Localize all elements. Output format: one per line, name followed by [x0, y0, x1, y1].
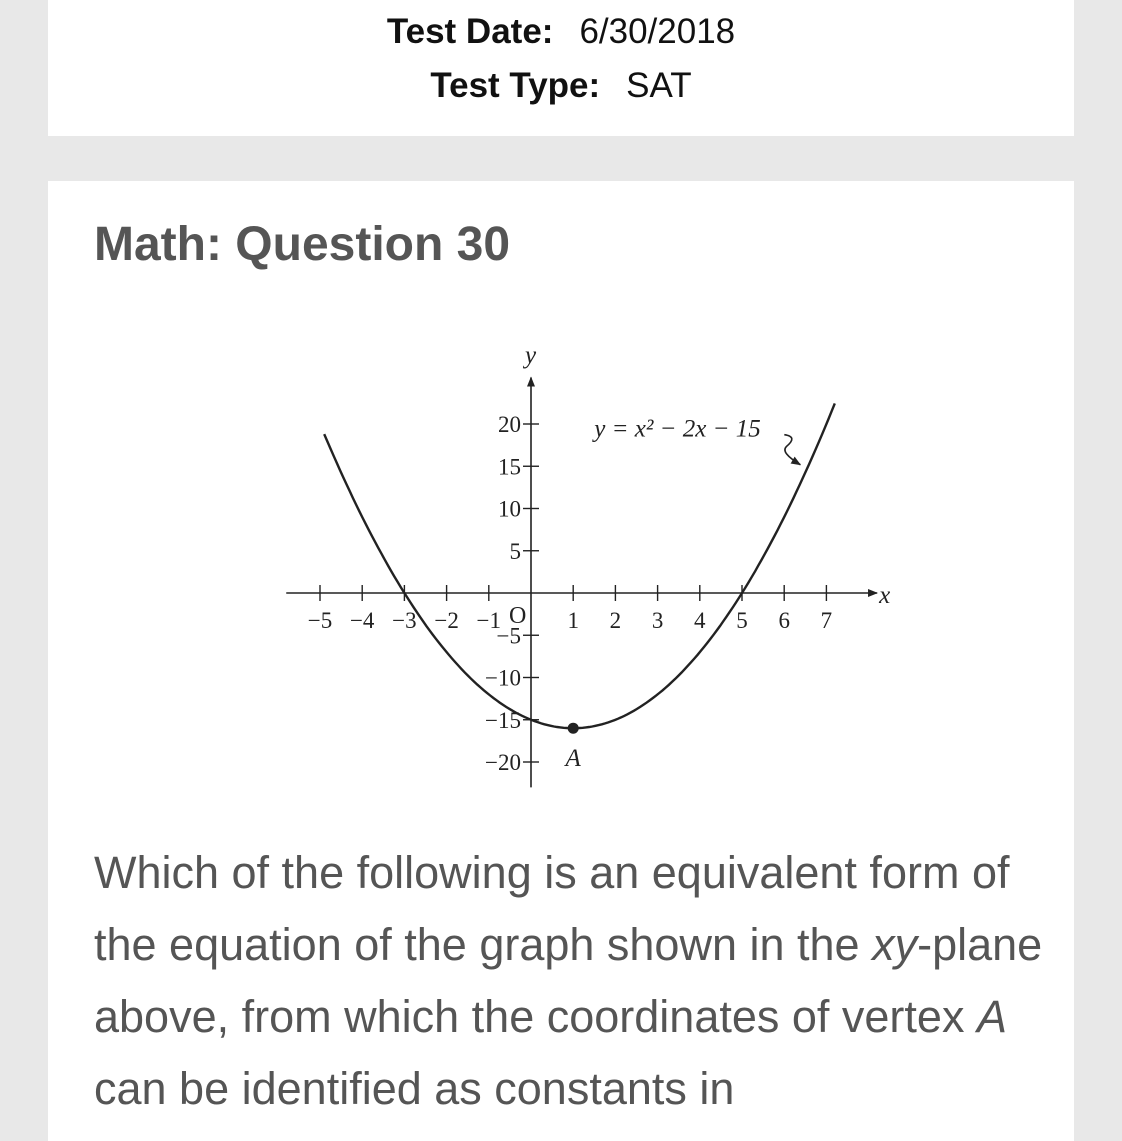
- y-tick-label: 5: [509, 538, 521, 564]
- origin-label: O: [509, 603, 527, 629]
- vertex-label: A: [565, 745, 581, 773]
- x-tick-label: 3: [651, 608, 664, 633]
- test-type-label: Test Type:: [430, 66, 601, 105]
- equation-label: y = x² − 2x − 15: [594, 415, 761, 443]
- parabola-graph: [48, 181, 1074, 821]
- equation-pointer-arrow: [784, 435, 800, 465]
- test-info-card: [48, 0, 1074, 136]
- question-text-part1: Which of the following is an equivalent form of the equation of the graph shown in the: [94, 847, 1010, 970]
- question-text-part2: -plane above, from which the coordinates of vertex: [94, 919, 1043, 1042]
- y-tick-label: −15: [485, 707, 521, 733]
- x-tick-label: −2: [434, 608, 459, 633]
- y-tick-label: 15: [498, 454, 521, 480]
- y-tick-label: −10: [485, 665, 521, 691]
- y-tick-label: −5: [496, 623, 521, 649]
- test-date-row: [48, 12, 1074, 52]
- x-tick-label: −4: [349, 608, 375, 633]
- x-tick-label: 4: [694, 608, 706, 633]
- question-text-part3: can be identified as constants in: [94, 1063, 735, 1114]
- y-tick-label: 10: [498, 496, 521, 522]
- question-text: [94, 837, 1054, 1125]
- question-card: [48, 181, 1074, 1141]
- test-date-value: 6/30/2018: [579, 12, 736, 51]
- x-tick-label: −1: [476, 608, 502, 633]
- y-tick-label: 20: [498, 412, 521, 437]
- question-text-italic-xy: xy: [872, 919, 918, 970]
- y-tick-label: −20: [485, 750, 521, 775]
- x-tick-label: 5: [736, 608, 748, 633]
- vertex-point: [568, 723, 579, 734]
- test-date-label: Test Date:: [386, 12, 554, 51]
- test-type-value: SAT: [626, 66, 692, 105]
- x-tick-label: 6: [778, 608, 790, 633]
- x-tick-label: 2: [609, 608, 622, 633]
- question-title: Math: Question 30: [94, 218, 511, 271]
- x-tick-label: 1: [567, 608, 579, 633]
- test-type-row: [48, 66, 1074, 106]
- parabola-curve: [324, 403, 835, 728]
- question-text-italic-a: A: [976, 991, 1007, 1042]
- x-tick-label: −5: [307, 608, 333, 633]
- x-axis-label: x: [879, 582, 891, 609]
- x-tick-label: −3: [392, 608, 417, 633]
- x-tick-label: 7: [820, 608, 833, 633]
- y-axis-label: y: [525, 342, 537, 370]
